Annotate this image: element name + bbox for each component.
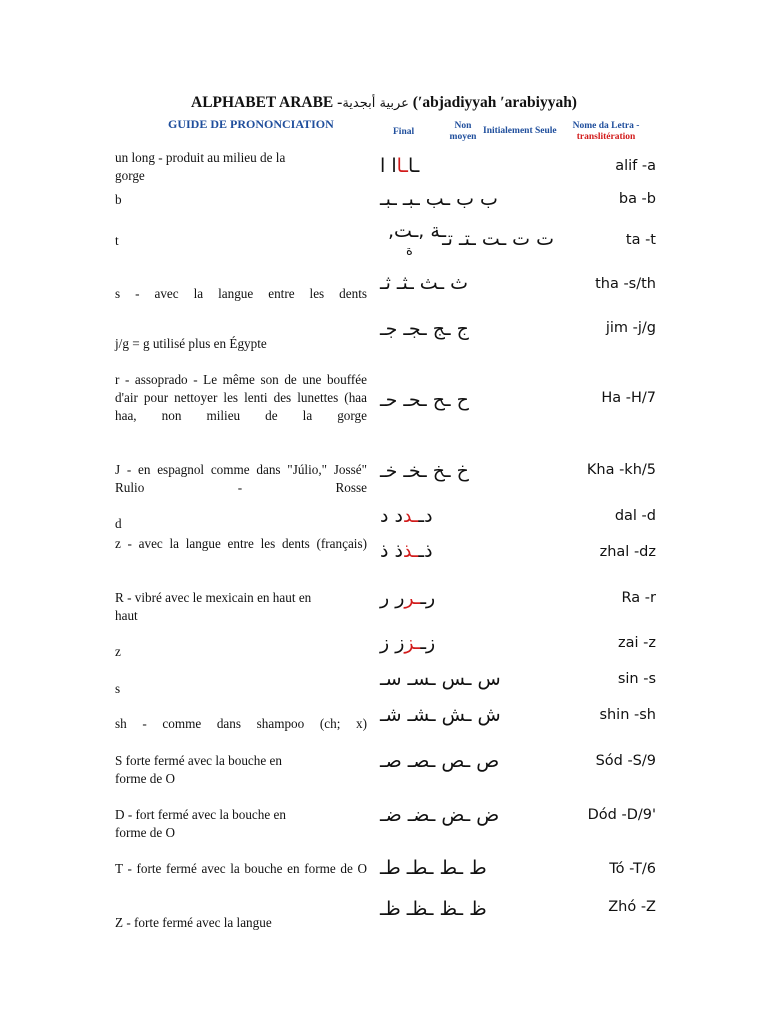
row-description: T - forte fermé avec la bouche en forme de O	[115, 861, 367, 876]
arabic-forms: ث ـث ـثـ ثـ	[380, 272, 468, 294]
letter-name: sin -s	[617, 671, 656, 687]
row-description: b	[115, 192, 122, 207]
row-description: un long - produit au milieu de la gorge	[115, 150, 286, 183]
row-description: j/g = g utilisé plus en Égypte	[115, 336, 267, 351]
col-header-final: Final	[393, 127, 415, 137]
letter-name: jim -j/g	[605, 320, 656, 336]
arabic-forms: ص ـص ـصـ صـ	[380, 750, 500, 772]
title-prefix: ALPHABET ARABE -	[191, 94, 343, 111]
arabic-forms: ت ت ـت ـتـ تـ	[442, 228, 554, 250]
letter-name: zhal -dz	[599, 544, 656, 560]
col-header-name-line2: translitération	[576, 132, 636, 142]
col-header-moyen: moyen	[449, 132, 477, 142]
arabic-forms: خ ـخ ـخـ خـ	[380, 460, 469, 482]
arabic-forms: ذــذذ ذ	[380, 540, 433, 562]
row-description: D - fort fermé avec la bouche en forme de O	[115, 807, 286, 840]
arabic-forms: ش ـش ـشـ شـ	[380, 704, 501, 726]
row-description: z	[115, 644, 121, 659]
col-header-non: Non	[454, 121, 472, 131]
col-header-non-moyen	[448, 121, 478, 143]
arabic-forms: ـاـاا ا	[380, 155, 420, 177]
letter-name: dal -d	[614, 508, 656, 524]
row-description: s	[115, 681, 121, 696]
arabic-forms: ح ـح ـحـ حـ	[380, 389, 469, 411]
title-suffix: (ʹabjadiyyah ʹarabiyyah)	[408, 94, 577, 111]
ta-marbuta-forms: ـة ,ـت,	[388, 220, 447, 242]
row-description: r - assoprado - Le même son de une bouffée d'air pour nettoyer les lenti des lunettes (haa haa, non milieu de la gorge	[115, 372, 367, 423]
col-header-name	[566, 121, 646, 143]
row-description: s - avec la langue entre les dents	[115, 286, 367, 301]
letter-name: alif -a	[615, 158, 656, 174]
arabic-forms: دــدد د	[380, 505, 433, 527]
arabic-forms: ط ـط ـطـ طـ	[380, 857, 487, 879]
arabic-forms: ج ـج ـجـ جـ	[380, 318, 469, 340]
row-description: t	[115, 233, 119, 248]
letter-name: zai -z	[618, 635, 656, 651]
ta-marbuta-isolated: ة	[406, 244, 413, 259]
row-description: sh - comme dans shampoo (ch; x)	[115, 716, 367, 731]
letter-name: Ha -H/7	[601, 390, 656, 406]
letter-name: tha -s/th	[595, 276, 656, 292]
row-description: d	[115, 516, 122, 531]
row-description: z - avec la langue entre les dents (français)	[115, 536, 367, 551]
letter-name: ta -t	[625, 232, 656, 248]
letter-name: Kha -kh/5	[586, 462, 656, 478]
arabic-forms: ض ـض ـضـ ضـ	[380, 804, 500, 826]
letter-name: Dód -D/9'	[587, 807, 656, 823]
letter-name: Tó -T/6	[609, 861, 656, 877]
col-header-name-line1: Nome da Letra -	[572, 121, 640, 131]
row-description: Z - forte fermé avec la langue	[115, 915, 272, 930]
page-title	[0, 94, 768, 112]
title-arabic: عربية أبجدية	[342, 96, 409, 111]
row-description: R - vibré avec le mexicain en haut en haut	[115, 590, 312, 623]
row-description: J - en espagnol comme dans "Júlio," Jossé" Rulio - Rosse	[115, 462, 367, 495]
letter-name: shin -sh	[599, 707, 656, 723]
col-header-initial: Initialement Seule	[483, 126, 557, 136]
page-subtitle: GUIDE DE PRONONCIATION	[168, 117, 334, 131]
letter-name: ba -b	[618, 191, 656, 207]
letter-name: Zhó -Z	[608, 899, 656, 915]
arabic-forms: س ـس ـسـ سـ	[380, 668, 501, 690]
arabic-forms: ب ب ـب ـبـ ـبـ	[380, 188, 498, 210]
letter-name: Ra -r	[621, 590, 656, 606]
arabic-forms: زــزز ز	[380, 632, 436, 654]
letter-name: Sód -S/9	[595, 753, 656, 769]
arabic-forms: رــرر ر	[380, 587, 436, 609]
row-description: S forte fermé avec la bouche en forme de O	[115, 753, 282, 786]
arabic-forms: ظ ـظ ـظـ ظـ	[380, 898, 487, 920]
